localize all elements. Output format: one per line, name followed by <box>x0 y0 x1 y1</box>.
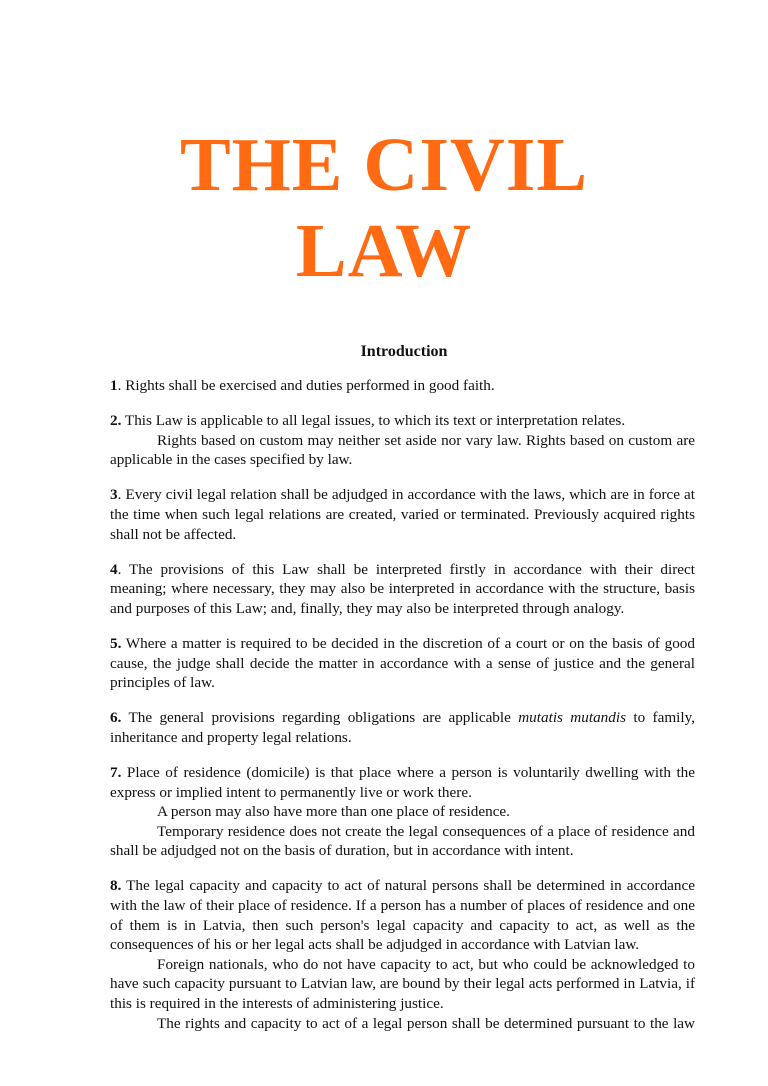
article-paragraph: The rights and capacity to act of a legal person shall be determined pursuant to the law <box>157 1014 695 1032</box>
article-5 <box>110 634 695 693</box>
article-4: 4. The provisions of this Law shall be interpreted firstly in accordance with their direct meaning; where necessary, they may also be interpreted in accordance with the structure, basis and purposes of this Law; and, finally, they may also be interpreted through analogy. <box>110 560 695 617</box>
article-1: 1. Rights shall be exercised and duties performed in good faith. <box>110 377 495 394</box>
article-text: Every civil legal relation shall be adjudged in accordance with the laws, which are in force at the time when such legal relations are created, varied or terminated. Previously acquired rights shall not be affected. <box>110 486 696 543</box>
article-text: The provisions of this Law shall be interpreted firstly in accordance with their direct meaning; where necessary, they may also be interpreted in accordance with the structure, basis and purposes of this Law; and, finally, they may also be interpreted through analogy. <box>110 560 695 617</box>
article-number: 5. <box>110 634 122 652</box>
article-text: Where a matter is required to be decided in the discretion of a court or on the basis of good cause, the judge shall decide the matter in accordance with a sense of justice and the general principles of law. <box>110 634 695 692</box>
title-line-2: LAW <box>295 209 473 293</box>
article-paragraph: Foreign nationals, who do not have capacity to act, but who could be acknowledged to have such capacity pursuant to Latvian law, are bound by their legal acts performed in Latvia, if this is required in the interests of administering justice. <box>110 955 695 1012</box>
article-paragraph: A person may also have more than one place of residence. <box>157 803 510 821</box>
article-number: 3 <box>110 486 118 504</box>
article-number: 1 <box>110 377 118 394</box>
article-text: Rights shall be exercised and duties performed in good faith. <box>125 377 495 394</box>
article-number: 2. <box>110 412 122 430</box>
document-body <box>110 376 695 1049</box>
article-2 <box>110 411 695 470</box>
article-text: The legal capacity and capacity to act of natural persons shall be determined in accordance with the law of their place of residence. If a person has a number of places of residence and one of them is in Latvia, then such person's legal capacity and capacity to act, as well as the consequences of his or her legal acts shall be adjudged in accordance with Latvian law. <box>110 877 695 954</box>
section-heading: Introduction <box>360 343 448 360</box>
document-title <box>0 122 768 294</box>
latin-phrase: mutatis mutandis <box>518 709 626 727</box>
article-text-continued: to family, inheritance and property legal relations. <box>110 709 695 746</box>
article-7 <box>110 763 695 861</box>
article-text: The general provisions regarding obligations are applicable <box>128 709 511 727</box>
article-number: 4 <box>110 560 118 578</box>
article-8 <box>110 876 695 1033</box>
article-text: This Law is applicable to all legal issues, to which its text or interpretation relates. <box>124 412 626 430</box>
article-6 <box>110 708 695 747</box>
article-number: 8. <box>110 877 122 895</box>
article-number: 7. <box>110 763 122 781</box>
article-3: 3. Every civil legal relation shall be adjudged in accordance with the laws, which are in force at the time when such legal relations are created, varied or terminated. Previously acquired rights shall not be affected. <box>110 486 696 543</box>
article-number: 6. <box>110 709 122 727</box>
article-text: Place of residence (domicile) is that place where a person is voluntarily dwelling with the express or implied intent to permanently live or work there. <box>110 763 695 801</box>
article-paragraph: Temporary residence does not create the legal consequences of a place of residence and shall be adjudged not on the basis of duration, but in accordance with intent. <box>110 822 695 860</box>
title-line-1: THE CIVIL <box>179 123 589 207</box>
article-paragraph: Rights based on custom may neither set aside nor vary law. Rights based on custom are applicable in the cases specified by law. <box>110 431 695 469</box>
